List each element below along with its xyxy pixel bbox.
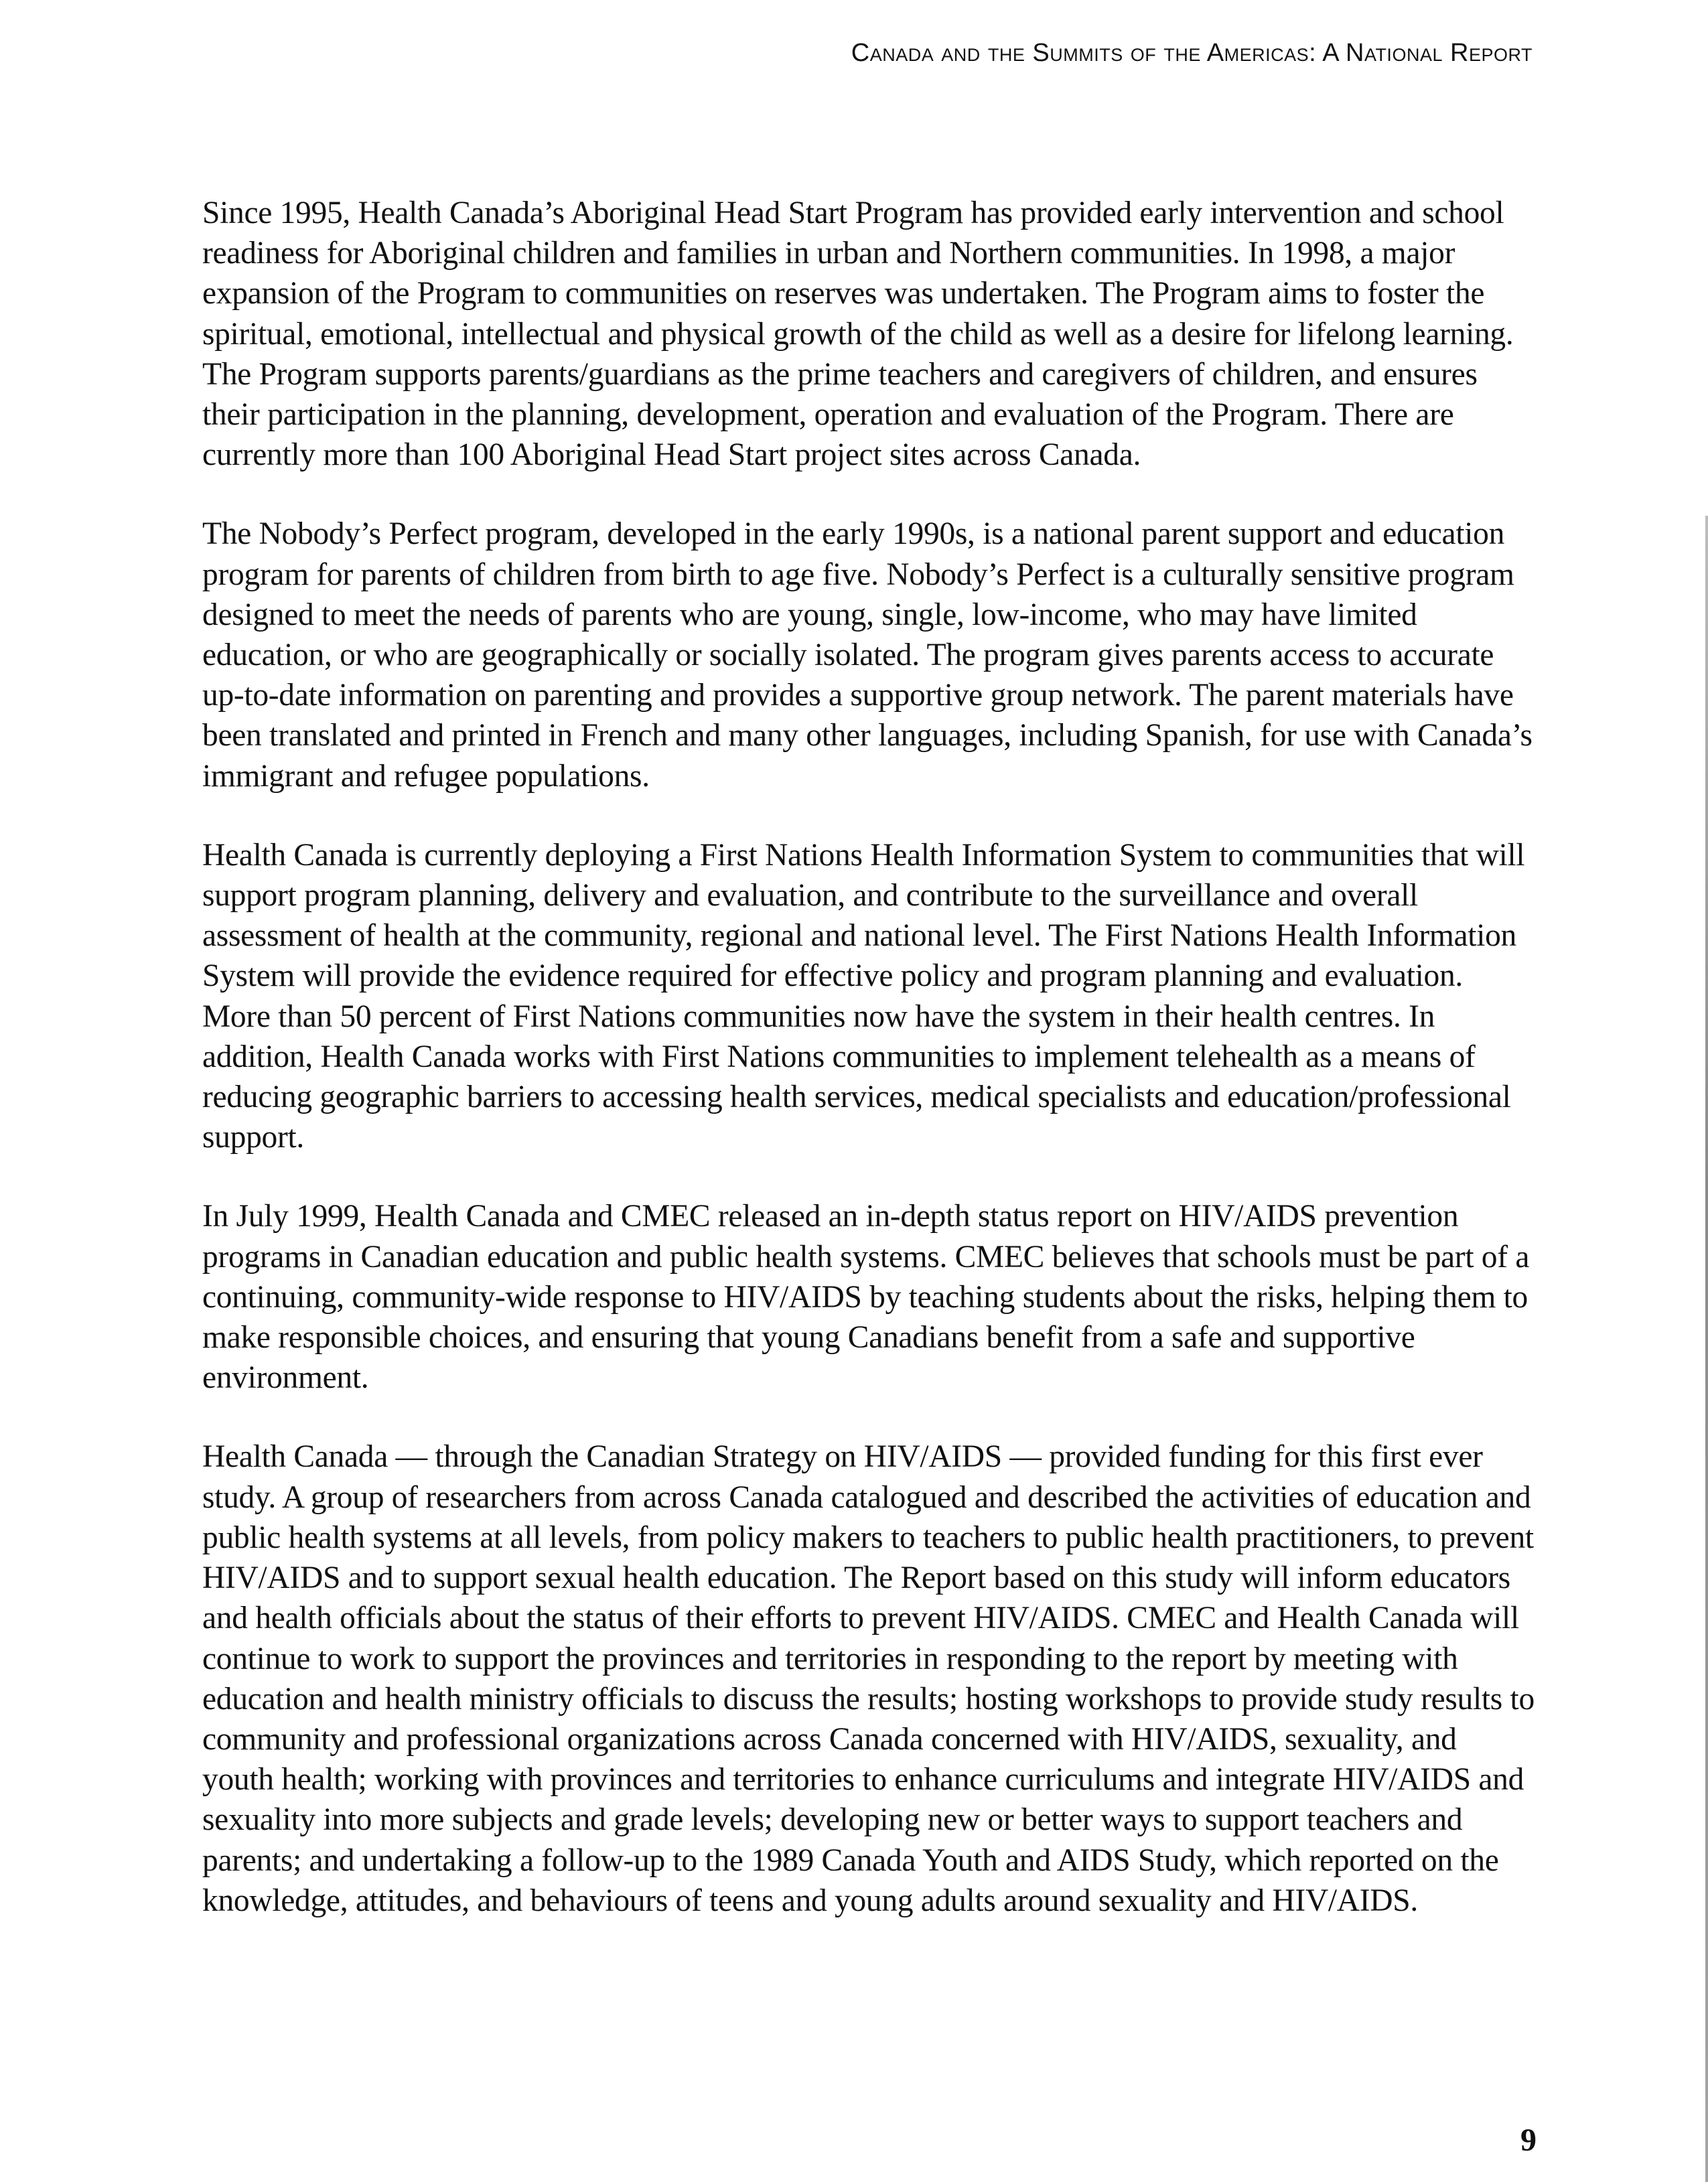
running-header: Canada and the Summits of the Americas: A National Report	[851, 39, 1533, 67]
scan-edge-line	[1705, 516, 1708, 2182]
paragraph-hiv-aids-status-report: In July 1999, Health Canada and CMEC released an in-depth status report on HIV/AIDS prevention programs in Canadian education and public health systems. CMEC believes that schools must be part of a continuing, community-wide response to HIV/AIDS by teaching students about the risks, helping them to make responsible choices, and ensuring that young Canadians benefit from a safe and supportive environment.	[202, 1199, 1530, 1396]
paragraph-hiv-aids-study: Health Canada — through the Canadian Strategy on HIV/AIDS — provided funding for this first ever study. A group of researchers from across Canada catalogued and described the activities of education and public health systems at all levels, from policy makers to teachers to public health practitioners, to prevent HIV/AIDS and to support sexual health education. The Report based on this study will inform educators and health officials about the status of their efforts to prevent HIV/AIDS. CMEC and Health Canada will continue to work to support the provinces and territories in responding to the report by meeting with education and health ministry officials to discuss the results; hosting workshops to provide study results to community and professional organizations across Canada concerned with HIV/AIDS, sexuality, and youth health; working with provinces and territories to enhance curriculums and integrate HIV/AIDS and sexuality into more subjects and grade levels; developing new or better ways to support teachers and parents; and undertaking a follow-up to the 1989 Canada Youth and AIDS Study, which reported on the knowledge, attitudes, and behaviours of teens and young adults around sexuality and HIV/AIDS.	[202, 1439, 1535, 1918]
page-body	[202, 193, 1535, 1960]
page-number: 9	[1520, 2122, 1537, 2158]
paragraph-aboriginal-head-start: Since 1995, Health Canada’s Aboriginal Head Start Program has provided early intervention and school readiness for Aboriginal children and families in urban and Northern communities. In 1998, a major expansion of the Program to communities on reserves was undertaken. The Program aims to foster the spiritual, emotional, intellectual and physical growth of the child as well as a desire for lifelong learning. The Program supports parents/guardians as the prime teachers and caregivers of children, and ensures their participation in the planning, development, operation and evaluation of the Program. There are currently more than 100 Aboriginal Head Start project sites across Canada.	[202, 196, 1514, 473]
paragraph-nobodys-perfect: The Nobody’s Perfect program, developed in the early 1990s, is a national parent support and education program for parents of children from birth to age five. Nobody’s Perfect is a culturally sensitive program designed to meet the needs of parents who are young, single, low-income, who may have limited education, or who are geographically or socially isolated. The program gives parents access to accurate up-to-date information on parenting and provides a supportive group network. The parent materials have been translated and printed in French and many other languages, including Spanish, for use with Canada’s immigrant and refugee populations.	[202, 516, 1533, 794]
paragraph-first-nations-health-info: Health Canada is currently deploying a First Nations Health Information System to communities that will support program planning, delivery and evaluation, and contribute to the surveillance and overall assessment of health at the community, regional and national level. The First Nations Health Information System will provide the evidence required for effective policy and program planning and evaluation. More than 50 percent of First Nations communities now have the system in their health centres. In addition, Health Canada works with First Nations communities to implement telehealth as a means of reducing geographic barriers to accessing health services, medical specialists and education/professional support.	[202, 837, 1525, 1155]
